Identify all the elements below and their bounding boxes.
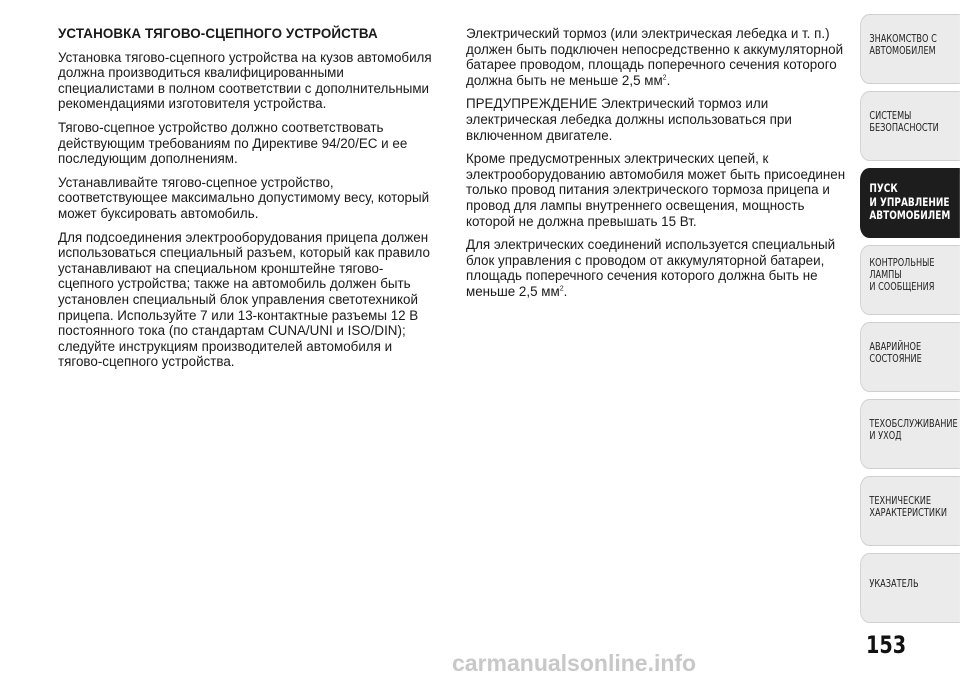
tab-label: СИСТЕМЫ <box>869 110 912 122</box>
paragraph-warning: ПРЕДУПРЕЖДЕНИЕ Электрический тормоз или электрическая лебедка должны использоваться при включенном двигателе. <box>466 96 792 143</box>
watermark: carmanualsonline.info <box>452 650 697 676</box>
tab-warning-lights[interactable] <box>860 245 960 315</box>
tab-label: АВТОМОБИЛЕМ <box>869 45 936 57</box>
tab-label: ЛАМПЫ <box>869 269 902 281</box>
superscript: 2 <box>559 285 564 293</box>
paragraph-circuits: Кроме предусмотренных электрических цепей, к электрооборудованию автомобиля может быть присоединен только провод питания электрического тормоза прицепа и провод для лампы внутреннего освещения, мощность которой не должна превышать 15 Вт. <box>466 151 846 229</box>
tab-label: И УПРАВЛЕНИЕ <box>869 194 950 209</box>
page-number: 153 <box>866 631 907 659</box>
right-column <box>466 26 851 308</box>
tab-label: УКАЗАТЕЛЬ <box>869 578 919 590</box>
tab-label: ХАРАКТЕРИСТИКИ <box>869 507 947 519</box>
tab-label: И СООБЩЕНИЯ <box>869 281 935 293</box>
paragraph-installation: Установка тягово-сцепного устройства на кузов автомобиля должна производиться квалифицированными специалистами в полном соответствии с дополнительными рекомендациями изготовителя устройства. <box>58 49 432 112</box>
paragraph-connections-text: Для электрических соединений используется специальный блок управления с проводом от аккумуляторной батареи, площадь поперечного сечения которого должна быть не меньше 2,5 мм <box>466 237 836 299</box>
tab-label: АВТОМОБИЛЕМ <box>869 208 951 222</box>
tab-label: ТЕХОБСЛУЖИВАНИЕ <box>869 418 958 430</box>
tab-getting-to-know[interactable] <box>860 14 960 84</box>
paragraph-electric-brake <box>466 26 851 88</box>
section-heading: УСТАНОВКА ТЯГОВО-СЦЕПНОГО УСТРОЙСТВА <box>58 26 378 41</box>
tab-label: ТЕХНИЧЕСКИЕ <box>869 495 932 507</box>
tab-emergency[interactable] <box>860 322 960 392</box>
tab-specifications[interactable] <box>860 476 960 546</box>
superscript: 2 <box>662 74 667 82</box>
tab-maintenance[interactable] <box>860 399 960 469</box>
paragraph-electric-brake-text: Электрический тормоз (или электрическая лебедка и т. п.) должен быть подключен непосредственно к аккумуляторной батарее проводом, площадь поперечного сечения которого должна быть не меньше 2,5 мм <box>466 26 844 88</box>
tab-label: И УХОД <box>869 430 902 442</box>
tab-label: БЕЗОПАСНОСТИ <box>869 122 939 134</box>
tab-starting-driving[interactable] <box>860 168 960 238</box>
punctuation: . <box>563 283 568 299</box>
punctuation: . <box>666 72 671 88</box>
paragraph-directive: Тягово-сцепное устройство должно соответствовать действующим требованиям по Директиве 94/20/EC и ее последующим дополнениям. <box>58 119 408 167</box>
tab-label: СОСТОЯНИЕ <box>869 353 922 365</box>
tab-label: КОНТРОЛЬНЫЕ <box>869 257 935 269</box>
chapter-tabs <box>860 14 960 630</box>
tab-safety[interactable] <box>860 91 960 161</box>
tab-label: ПУСК <box>869 181 898 195</box>
tab-label: АВАРИЙНОЕ <box>869 341 922 353</box>
left-column <box>58 26 436 378</box>
paragraph-weight: Устанавливайте тягово-сцепное устройство, соответствующее максимально допустимому весу, который может буксировать автомобиль. <box>58 174 430 221</box>
paragraph-connections <box>466 237 851 299</box>
tab-index[interactable] <box>860 553 960 623</box>
paragraph-connector: Для подсоединения электрооборудования прицепа должен использоваться специальный разъем, который как правило устанавливают на специальном кронштейне тягово-сцепного устройства; также на автомобиль должен быть установлен специальный блок управления светотехникой прицепа. Используйте 7 или 13-контактные разъемы 12 В постоянного тока (по стандартам CUNA/UNI и ISO/DIN); следуйте инструкциям производителей автомобиля и тягово-сцепного устройства. <box>58 229 430 370</box>
tab-label: ЗНАКОМСТВО С <box>869 33 937 45</box>
